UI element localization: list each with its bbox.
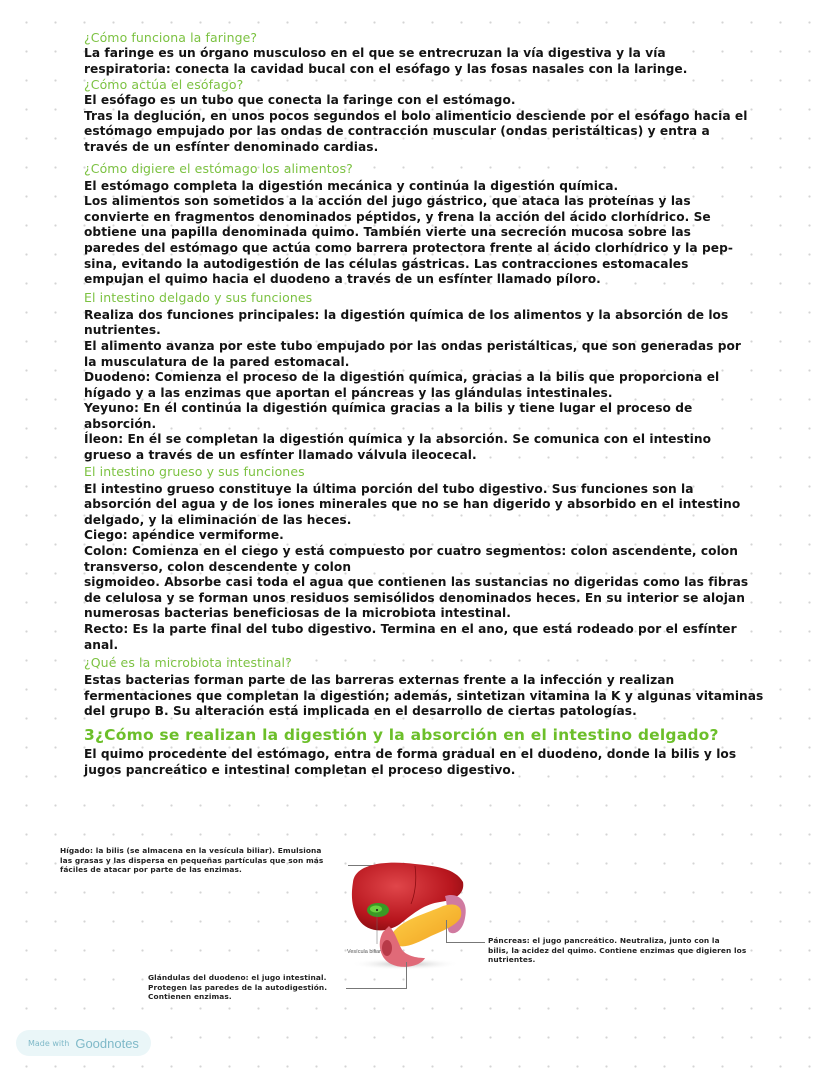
text-line: grueso a través de un esfínter llamado válvula ileocecal.: [84, 448, 477, 463]
text-line: convierte en fragmentos denominados péptidos, y frena la acción del ácido clorhídrico. Se: [84, 209, 711, 224]
text-line: Recto: Es la parte final del tubo digestivo. Termina en el ano, que está rodeado por el esfínter: [84, 622, 737, 636]
text-line: de celulosa y se forman unos residuos semisólidos denominados heces. En su interior se alojan: [84, 590, 745, 605]
section-estomago: [84, 161, 804, 288]
section-microbiota: [84, 655, 804, 720]
text-line: nutrientes.: [84, 323, 161, 338]
caption-line: las grasas y las dispersa en pequeñas partículas que son más: [60, 855, 324, 865]
text-line: jugos pancreático e intestinal completan el proceso digestivo.: [84, 762, 516, 777]
text-line: absorción.: [84, 416, 157, 431]
section-heading: El intestino delgado y sus funciones: [84, 289, 313, 305]
text-line: fermentaciones que completan la digestión; además, sintetizan vitamina la K y algunas vitaminas: [84, 688, 764, 703]
section-heading: ¿Cómo digiere el estómago los alimentos?: [84, 160, 353, 176]
text-line: sina, evitando la autodigestión de las células gástricas. Las contracciones estomacales: [84, 256, 689, 271]
text-line: Yeyuno: En él continúa la digestión química gracias a la bilis y tiene lugar el proceso de: [84, 401, 693, 416]
section-esofago: [84, 77, 804, 155]
duodenum-caption: [148, 973, 327, 1002]
text-line: paredes del estómago que actúa como barrera protectora frente al ácido clorhídrico y la pep-: [84, 240, 733, 255]
text-line: obtiene una papilla denominada quimo. También vierte una secreción mucosa sobre las: [84, 225, 691, 240]
text-line: absorción del agua y de los iones minerales que no se han digerido y absorbido en el intestino: [84, 497, 741, 512]
goodnotes-logo: Goodnotes: [75, 1035, 139, 1051]
text-line: hígado y a las enzimas que aportan el páncreas y las glándulas intestinales.: [84, 385, 613, 400]
liver-pancreas-illustration: [345, 852, 475, 977]
liver-caption: [60, 846, 323, 875]
text-line: numerosas bacterias beneficiosas de la microbiota intestinal.: [84, 606, 511, 621]
section-intestino-grueso: [84, 464, 804, 654]
digestive-organs-figure: [0, 830, 828, 1010]
caption-line: Glándulas del duodeno: el jugo intestinal.: [148, 973, 327, 982]
text-line: empujan el quimo hacia el duodeno a través de un esfínter llamado píloro.: [84, 272, 601, 287]
section-heading: El intestino grueso y sus funciones: [84, 463, 305, 479]
text-line: Realiza dos funciones principales: la digestión química de los alimentos y la absorción de los: [84, 307, 729, 322]
made-with-goodnotes-badge[interactable]: [16, 1030, 151, 1056]
text-line: sigmoideo. Absorbe casi toda el agua que contienen las sustancias no digeridas como las fibras: [84, 575, 749, 590]
text-line: anal.: [84, 637, 119, 652]
section-faringe: [84, 30, 804, 77]
section-heading: ¿Qué es la microbiota intestinal?: [84, 655, 292, 671]
text-line: Colon: Comienza en el ciego y está compuesto por cuatro segmentos: colon ascendente, colon: [84, 544, 738, 559]
text-line: delgado, y la eliminación de las heces.: [84, 512, 352, 527]
text-line: La faringe es un órgano musculoso en el que se entrecruzan la vía digestiva y la vía: [84, 46, 666, 60]
section-heading: ¿Cómo funciona la faringe?: [84, 30, 258, 45]
caption-line: bilis, la acidez del quimo. Contiene enzimas que digieren los: [488, 945, 747, 955]
text-line: El intestino grueso constituye la última porción del tubo digestivo. Sus funciones son la: [84, 481, 694, 496]
text-line: El quimo procedente del estómago, entra de forma gradual en el duodeno, donde la bilis y los: [84, 746, 737, 761]
text-line: El alimento avanza por este tubo empujado por las ondas peristálticas, que son generadas por: [84, 338, 741, 353]
text-line: Los alimentos son sometidos a la acción del jugo gástrico, que ataca las proteínas y las: [84, 194, 691, 209]
pancreas-caption: [488, 936, 746, 965]
caption-line: fáciles de atacar por parte de las enzimas.: [60, 865, 242, 875]
caption-line: nutrientes.: [488, 955, 536, 965]
text-line: la musculatura de la pared estomacal.: [84, 354, 350, 369]
text-line: transverso, colon descendente y colon: [84, 559, 352, 574]
text-line: Ciego: apéndice vermiforme.: [84, 528, 284, 543]
text-line: Tras la deglución, en unos pocos segundos el bolo alimenticio desciende por el esófago hacia el: [84, 108, 748, 123]
text-line: Íleon: En él se completan la digestión química y la absorción. Se comunica con el intestino: [84, 432, 712, 447]
text-line: Estas bacterias forman parte de las barreras externas frente a la infección y realizan: [84, 673, 675, 688]
section-heading: ¿Cómo actúa el esófago?: [84, 77, 244, 93]
text-line: El esófago es un tubo que conecta la faringe con el estómago.: [84, 93, 516, 108]
caption-line: Hígado: la bilis (se almacena en la vesícula biliar). Emulsiona: [60, 846, 322, 855]
text-line: El estómago completa la digestión mecánica y continúa la digestión química.: [84, 178, 619, 193]
text-line: respiratoria: conecta la cavidad bucal con el esófago y las fosas nasales con la laringe.: [84, 61, 688, 76]
caption-line: Contienen enzimas.: [148, 992, 232, 1002]
text-line: del grupo B. Su alteración está implicada en el desarrollo de ciertas patologías.: [84, 704, 637, 719]
pancreas-leader-line: [446, 920, 485, 943]
gallbladder-label: Vesícula biliar: [347, 949, 381, 955]
duodenum-leader-line: [346, 962, 407, 989]
caption-line: Protegen las paredes de la autodigestión.: [148, 982, 328, 992]
notes-page: [84, 30, 804, 778]
section-digestion-absorcion: [84, 725, 804, 778]
caption-line: Páncreas: el jugo pancreático. Neutraliza, junto con la: [488, 936, 720, 945]
section-intestino-delgado: [84, 290, 804, 464]
text-line: Duodeno: Comienza el proceso de la digestión química, gracias a la bilis que proporciona el: [84, 370, 720, 385]
text-line: través de un esfínter denominado cardias.: [84, 139, 379, 154]
main-heading: 3¿Cómo se realizan la digestión y la absorción en el intestino delgado?: [84, 725, 719, 744]
text-line: estómago empujado por las ondas de contracción muscular (ondas peristálticas) y entra a: [84, 124, 710, 139]
badge-prefix: Made with: [28, 1038, 70, 1048]
